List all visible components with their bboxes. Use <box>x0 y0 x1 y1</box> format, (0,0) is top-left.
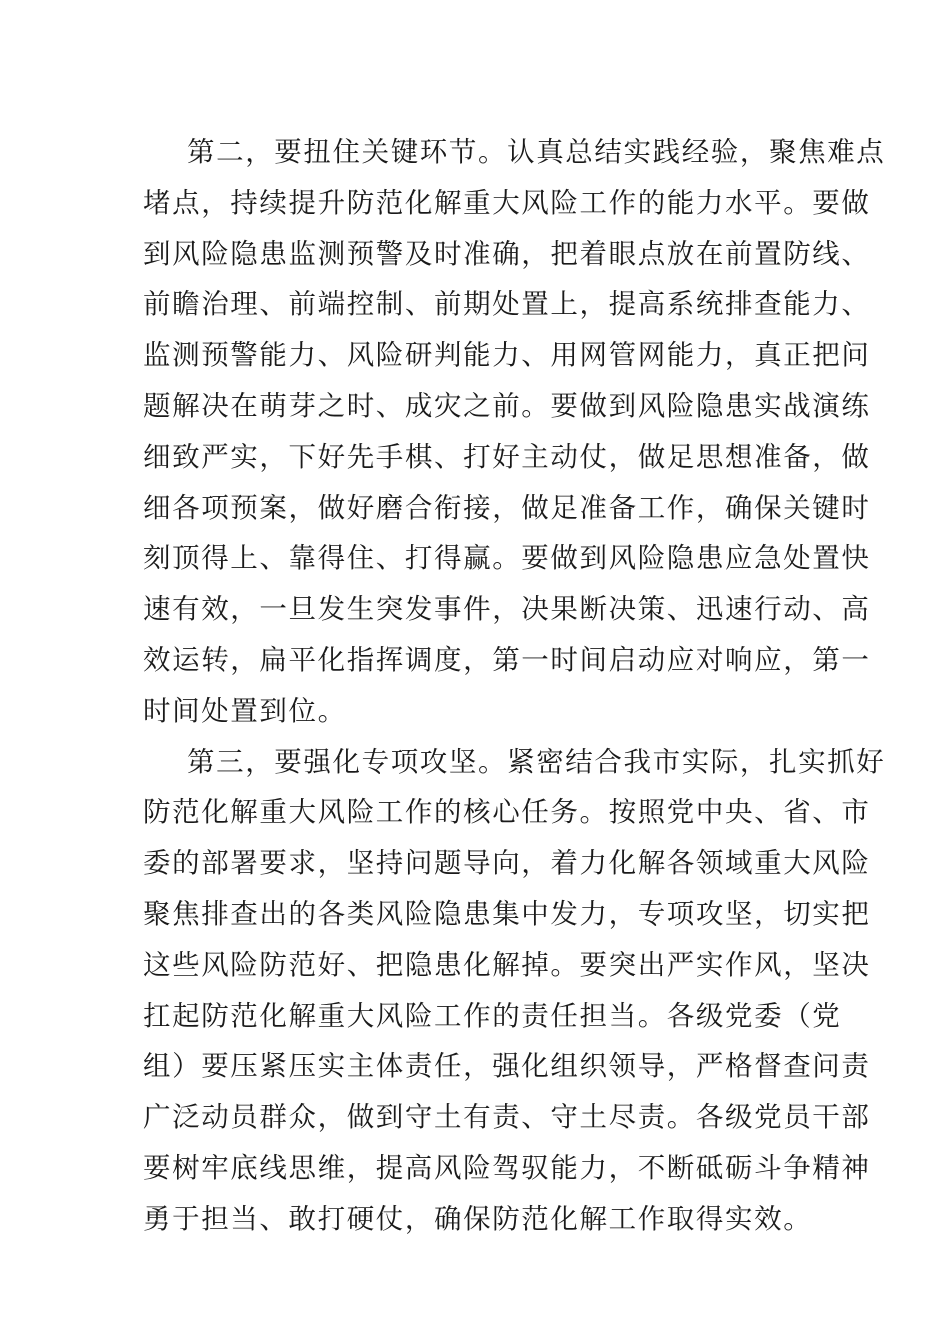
text-line: 广泛动员群众，做到守土有责、守土尽责。各级党员干部 <box>143 1101 871 1134</box>
text-line: 聚焦排查出的各类风险隐患集中发力，专项攻坚，切实把 <box>143 897 871 930</box>
text-line: 扛起防范化解重大风险工作的责任担当。各级党委（党 <box>143 999 842 1032</box>
paragraph-third <box>143 737 886 1245</box>
text-line: 细各项预案，做好磨合衔接，做足准备工作，确保关键时 <box>143 491 871 524</box>
text-line: 勇于担当、敢打硬仗，确保防范化解工作取得实效。 <box>143 1202 813 1235</box>
document-body <box>143 127 886 1245</box>
paragraph-second <box>143 127 886 737</box>
text-line: 防范化解重大风险工作的核心任务。按照党中央、省、市 <box>143 796 871 829</box>
text-line: 时间处置到位。 <box>143 694 347 727</box>
text-line: 这些风险防范好、把隐患化解掉。要突出严实作风，坚决 <box>143 948 871 981</box>
text-line: 题解决在萌芽之时、成灾之前。要做到风险隐患实战演练 <box>143 389 871 422</box>
text-line: 效运转，扁平化指挥调度，第一时间启动应对响应，第一 <box>143 643 871 676</box>
text-line: 到风险隐患监测预警及时准确，把着眼点放在前置防线、 <box>143 237 871 270</box>
text-line: 监测预警能力、风险研判能力、用网管网能力，真正把问 <box>143 339 871 372</box>
text-line: 细致严实，下好先手棋、打好主动仗，做足思想准备，做 <box>143 440 871 473</box>
text-line: 第三，要强化专项攻坚。紧密结合我市实际，扎实抓好 <box>187 745 886 778</box>
text-line: 前瞻治理、前端控制、前期处置上，提高系统排查能力、 <box>143 288 871 321</box>
text-line: 速有效，一旦发生突发事件，决果断决策、迅速行动、高 <box>143 593 871 626</box>
text-line: 委的部署要求，坚持问题导向，着力化解各领域重大风险 <box>143 847 871 880</box>
text-line: 第二，要扭住关键环节。认真总结实践经验，聚焦难点 <box>187 136 886 168</box>
text-line: 要树牢底线思维，提高风险驾驭能力，不断砥砺斗争精神 <box>143 1151 871 1184</box>
text-line: 组）要压紧压实主体责任，强化组织领导，严格督查问责 <box>143 1050 871 1083</box>
text-line: 刻顶得上、靠得住、打得赢。要做到风险隐患应急处置快 <box>143 542 871 575</box>
text-line: 堵点，持续提升防范化解重大风险工作的能力水平。要做 <box>143 186 871 219</box>
